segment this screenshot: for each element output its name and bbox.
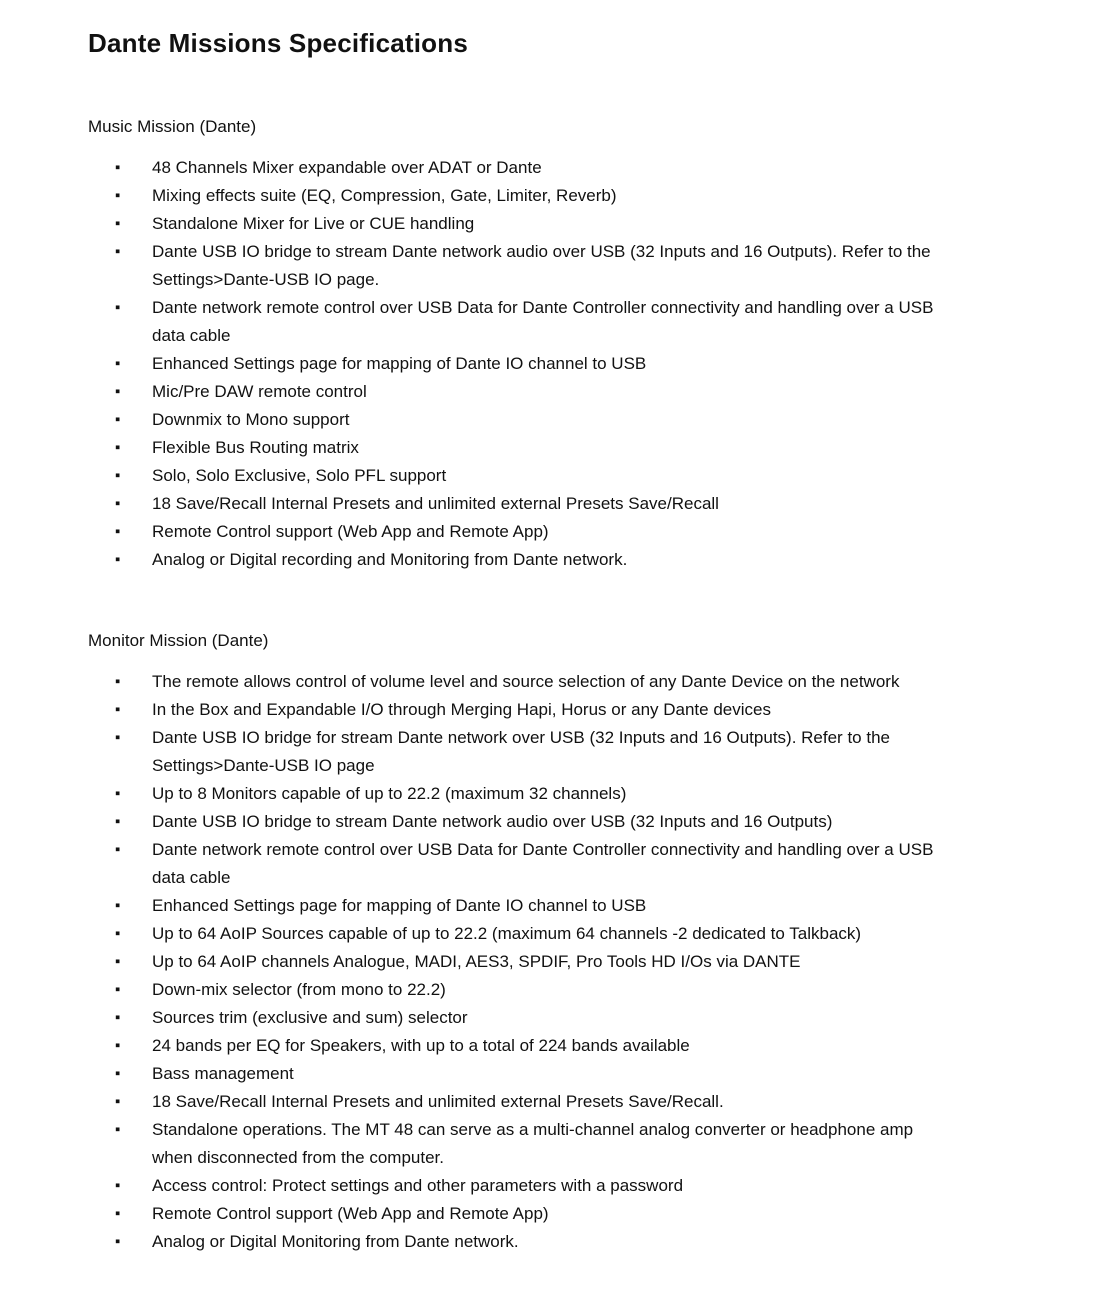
bullet-square-icon: ▪ — [115, 897, 121, 914]
bullet-square-icon: ▪ — [115, 187, 121, 204]
bullet-list — [88, 154, 998, 574]
list-item — [115, 1060, 998, 1088]
list-item-text: Standalone operations. The MT 48 can serve as a multi-channel analog converter or headphone amp when disconnected from the computer. — [152, 1120, 914, 1167]
bullet-square-icon: ▪ — [115, 729, 121, 746]
list-item — [115, 1004, 998, 1032]
bullet-square-icon: ▪ — [115, 1009, 121, 1026]
bullet-square-icon: ▪ — [115, 383, 121, 400]
list-item-text: 18 Save/Recall Internal Presets and unlimited external Presets Save/Recall — [152, 494, 719, 513]
list-item-text: Dante network remote control over USB Data for Dante Controller connectivity and handling over a USB data cable — [152, 298, 934, 345]
list-item — [115, 920, 998, 948]
bullet-square-icon: ▪ — [115, 439, 121, 456]
list-item-text: Up to 8 Monitors capable of up to 22.2 (maximum 32 channels) — [152, 784, 627, 803]
bullet-square-icon: ▪ — [115, 673, 121, 690]
list-item — [115, 210, 998, 238]
bullet-square-icon: ▪ — [115, 841, 121, 858]
bullet-square-icon: ▪ — [115, 813, 121, 830]
list-item-text: Dante USB IO bridge to stream Dante network audio over USB (32 Inputs and 16 Outputs) — [152, 812, 833, 831]
list-item-text: Mic/Pre DAW remote control — [152, 382, 367, 401]
list-item-text: Bass management — [152, 1064, 294, 1083]
list-item — [115, 238, 998, 294]
bullet-square-icon: ▪ — [115, 243, 121, 260]
list-item — [115, 294, 998, 350]
list-item-text: Down-mix selector (from mono to 22.2) — [152, 980, 446, 999]
list-item — [115, 1116, 998, 1172]
bullet-square-icon: ▪ — [115, 523, 121, 540]
bullet-square-icon: ▪ — [115, 551, 121, 568]
list-item — [115, 518, 998, 546]
list-item — [115, 434, 998, 462]
list-item-text: Remote Control support (Web App and Remote App) — [152, 522, 549, 541]
list-item — [115, 976, 998, 1004]
bullet-square-icon: ▪ — [115, 953, 121, 970]
list-item — [115, 154, 998, 182]
list-item — [115, 406, 998, 434]
list-item-text: Solo, Solo Exclusive, Solo PFL support — [152, 466, 447, 485]
section — [88, 116, 998, 574]
bullet-square-icon: ▪ — [115, 355, 121, 372]
bullet-square-icon: ▪ — [115, 1093, 121, 1110]
bullet-square-icon: ▪ — [115, 467, 121, 484]
bullet-square-icon: ▪ — [115, 1177, 121, 1194]
bullet-square-icon: ▪ — [115, 981, 121, 998]
list-item-text: Downmix to Mono support — [152, 410, 350, 429]
bullet-list — [88, 668, 998, 1256]
list-item-text: Dante USB IO bridge to stream Dante network audio over USB (32 Inputs and 16 Outputs). Refer to the Settings>Dante-USB IO page. — [152, 242, 931, 289]
bullet-square-icon: ▪ — [115, 925, 121, 942]
list-item — [115, 490, 998, 518]
list-item-text: Access control: Protect settings and other parameters with a password — [152, 1176, 684, 1195]
list-item — [115, 892, 998, 920]
list-item — [115, 836, 998, 892]
list-item-text: Mixing effects suite (EQ, Compression, Gate, Limiter, Reverb) — [152, 186, 617, 205]
page-title: Dante Missions Specifications — [88, 28, 469, 58]
list-item — [115, 668, 998, 696]
list-item-text: Dante USB IO bridge for stream Dante network over USB (32 Inputs and 16 Outputs). Refer to the Settings>Dante-USB IO page — [152, 728, 890, 775]
list-item-text: Up to 64 AoIP channels Analogue, MADI, AES3, SPDIF, Pro Tools HD I/Os via DANTE — [152, 952, 801, 971]
list-item — [115, 182, 998, 210]
list-item-text: In the Box and Expandable I/O through Merging Hapi, Horus or any Dante devices — [152, 700, 771, 719]
list-item — [115, 462, 998, 490]
list-item-text: Dante network remote control over USB Data for Dante Controller connectivity and handling over a USB data cable — [152, 840, 934, 887]
bullet-square-icon: ▪ — [115, 1037, 121, 1054]
section — [88, 630, 998, 1256]
bullet-square-icon: ▪ — [115, 1065, 121, 1082]
list-item-text: Flexible Bus Routing matrix — [152, 438, 359, 457]
bullet-square-icon: ▪ — [115, 411, 121, 428]
list-item — [115, 1088, 998, 1116]
list-item-text: Up to 64 AoIP Sources capable of up to 22.2 (maximum 64 channels -2 dedicated to Talkback) — [152, 924, 862, 943]
list-item-text: 24 bands per EQ for Speakers, with up to a total of 224 bands available — [152, 1036, 690, 1055]
list-item — [115, 696, 998, 724]
bullet-square-icon: ▪ — [115, 701, 121, 718]
list-item — [115, 808, 998, 836]
list-item-text: 18 Save/Recall Internal Presets and unlimited external Presets Save/Recall. — [152, 1092, 724, 1111]
list-item-text: Remote Control support (Web App and Remote App) — [152, 1204, 549, 1223]
list-item-text: The remote allows control of volume level and source selection of any Dante Device on the network — [152, 672, 900, 691]
list-item — [115, 948, 998, 976]
list-item-text: 48 Channels Mixer expandable over ADAT or Dante — [152, 158, 542, 177]
list-item — [115, 1032, 998, 1060]
list-item-text: Enhanced Settings page for mapping of Dante IO channel to USB — [152, 896, 647, 915]
bullet-square-icon: ▪ — [115, 299, 121, 316]
bullet-square-icon: ▪ — [115, 1121, 121, 1138]
section-heading: Music Mission (Dante) — [88, 117, 257, 136]
list-item — [115, 350, 998, 378]
list-item-text: Sources trim (exclusive and sum) selector — [152, 1008, 468, 1027]
bullet-square-icon: ▪ — [115, 215, 121, 232]
bullet-square-icon: ▪ — [115, 159, 121, 176]
bullet-square-icon: ▪ — [115, 785, 121, 802]
list-item — [115, 378, 998, 406]
list-item-text: Analog or Digital recording and Monitoring from Dante network. — [152, 550, 628, 569]
list-item — [115, 780, 998, 808]
bullet-square-icon: ▪ — [115, 495, 121, 512]
list-item — [115, 1172, 998, 1200]
bullet-square-icon: ▪ — [115, 1205, 121, 1222]
list-item-text: Standalone Mixer for Live or CUE handling — [152, 214, 475, 233]
bullet-square-icon: ▪ — [115, 1233, 121, 1250]
list-item-text: Analog or Digital Monitoring from Dante network. — [152, 1232, 519, 1251]
list-item — [115, 1228, 998, 1256]
list-item — [115, 1200, 998, 1228]
sections — [88, 116, 998, 1256]
list-item — [115, 724, 998, 780]
list-item-text: Enhanced Settings page for mapping of Dante IO channel to USB — [152, 354, 647, 373]
list-item — [115, 546, 998, 574]
section-heading: Monitor Mission (Dante) — [88, 631, 269, 650]
